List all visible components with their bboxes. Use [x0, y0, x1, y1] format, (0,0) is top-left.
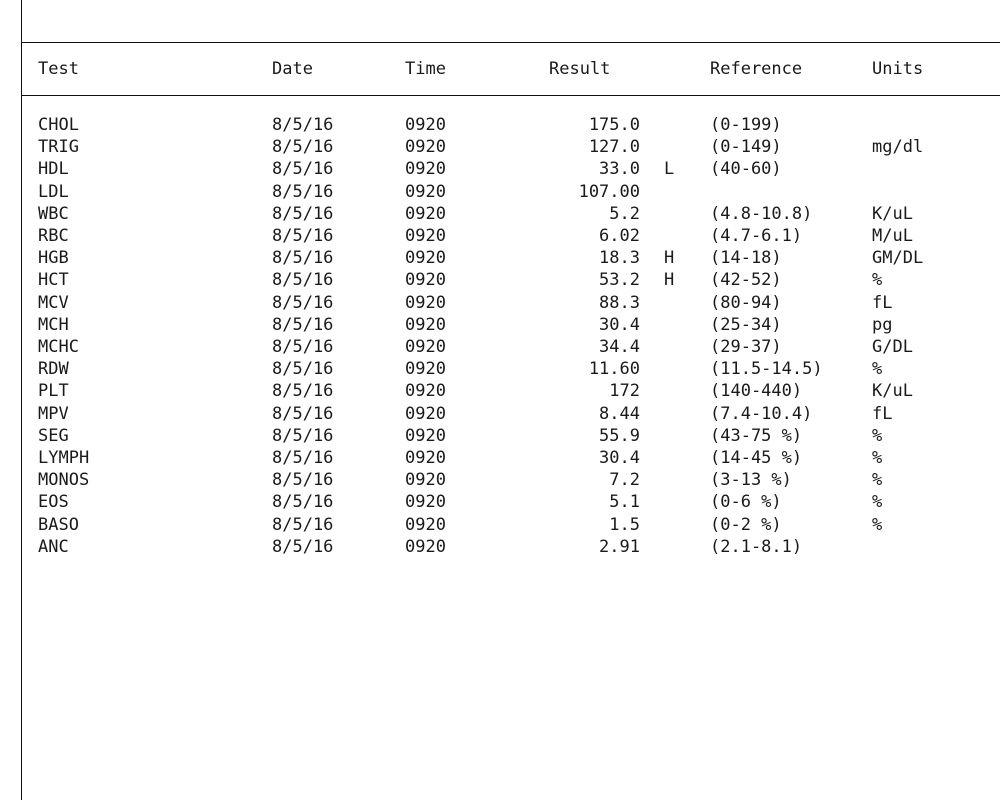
cell-reference: (42-52)	[710, 270, 782, 291]
cell-time: 0920	[405, 226, 446, 246]
cell-date: 8/5/16	[272, 381, 334, 402]
cell-reference: (14-18)	[710, 248, 782, 269]
cell-units: %	[872, 492, 883, 513]
cell-date: 8/5/16	[272, 514, 334, 535]
cell-time: 0920	[405, 492, 446, 513]
cell-units: G/DL	[872, 337, 913, 357]
cell-reference: (0-199)	[710, 115, 782, 135]
left-border-line	[21, 0, 22, 800]
cell-time: 0920	[405, 337, 446, 357]
cell-date: 8/5/16	[272, 314, 334, 335]
cell-test: TRIG	[38, 137, 79, 158]
cell-time: 0920	[405, 381, 446, 402]
cell-result: 175.0	[588, 115, 640, 135]
cell-result: 107.00	[578, 181, 640, 202]
cell-result: 11.60	[588, 359, 640, 380]
cell-reference: (4.8-10.8)	[710, 203, 813, 224]
cell-date: 8/5/16	[272, 337, 334, 357]
cell-reference: (40-60)	[710, 159, 782, 180]
cell-test: MPV	[38, 403, 69, 424]
cell-result: 18.3	[599, 248, 640, 269]
cell-date: 8/5/16	[272, 492, 334, 513]
cell-time: 0920	[405, 159, 446, 180]
top-border-line	[21, 42, 1000, 43]
cell-time: 0920	[405, 203, 446, 224]
cell-time: 0920	[405, 359, 446, 380]
cell-reference: (14-45 %)	[710, 448, 803, 468]
cell-time: 0920	[405, 181, 446, 202]
cell-reference: (29-37)	[710, 337, 782, 357]
cell-units: GM/DL	[872, 248, 924, 269]
cell-result: 5.2	[609, 203, 640, 224]
cell-date: 8/5/16	[272, 359, 334, 380]
cell-reference: (3-13 %)	[710, 470, 792, 491]
cell-reference: (140-440)	[710, 381, 803, 402]
cell-time: 0920	[405, 425, 446, 446]
cell-units: pg	[872, 314, 893, 335]
cell-test: MCV	[38, 292, 69, 313]
cell-test: MONOS	[38, 470, 90, 491]
cell-test: MCHC	[38, 337, 79, 357]
header-result: Result	[549, 59, 611, 79]
header-divider-line	[21, 95, 1000, 96]
cell-flag: H	[664, 248, 675, 269]
cell-result: 30.4	[599, 314, 640, 335]
cell-time: 0920	[405, 403, 446, 424]
cell-date: 8/5/16	[272, 181, 334, 202]
cell-time: 0920	[405, 270, 446, 291]
cell-date: 8/5/16	[272, 115, 334, 135]
cell-time: 0920	[405, 248, 446, 269]
cell-test: ANC	[38, 536, 69, 557]
cell-units: fL	[872, 403, 893, 424]
cell-units: %	[872, 448, 883, 468]
cell-flag: L	[664, 159, 675, 180]
cell-test: EOS	[38, 492, 69, 513]
cell-result: 33.0	[599, 159, 640, 180]
cell-units: K/uL	[872, 381, 913, 402]
cell-test: BASO	[38, 514, 79, 535]
cell-date: 8/5/16	[272, 137, 334, 158]
cell-date: 8/5/16	[272, 536, 334, 557]
cell-date: 8/5/16	[272, 448, 334, 468]
cell-test: LYMPH	[38, 448, 90, 468]
cell-result: 5.1	[609, 492, 640, 513]
cell-time: 0920	[405, 536, 446, 557]
cell-reference: (2.1-8.1)	[710, 536, 803, 557]
cell-units: M/uL	[872, 226, 913, 246]
cell-result: 88.3	[599, 292, 640, 313]
cell-test: SEG	[38, 425, 69, 446]
cell-test: HCT	[38, 270, 69, 291]
cell-result: 172	[609, 381, 640, 402]
cell-test: RDW	[38, 359, 69, 380]
cell-time: 0920	[405, 448, 446, 468]
cell-result: 34.4	[599, 337, 640, 357]
cell-result: 1.5	[609, 514, 640, 535]
cell-test: PLT	[38, 381, 69, 402]
cell-test: RBC	[38, 226, 69, 246]
cell-reference: (11.5-14.5)	[710, 359, 823, 380]
cell-result: 127.0	[588, 137, 640, 158]
cell-units: mg/dl	[872, 137, 924, 158]
cell-reference: (25-34)	[710, 314, 782, 335]
cell-time: 0920	[405, 137, 446, 158]
header-reference: Reference	[710, 59, 803, 79]
cell-flag: H	[664, 270, 675, 291]
cell-date: 8/5/16	[272, 159, 334, 180]
cell-units: %	[872, 425, 883, 446]
cell-date: 8/5/16	[272, 270, 334, 291]
cell-time: 0920	[405, 115, 446, 135]
cell-test: WBC	[38, 203, 69, 224]
cell-reference: (7.4-10.4)	[710, 403, 813, 424]
cell-reference: (4.7-6.1)	[710, 226, 803, 246]
cell-date: 8/5/16	[272, 470, 334, 491]
cell-time: 0920	[405, 292, 446, 313]
cell-test: LDL	[38, 181, 69, 202]
cell-result: 6.02	[599, 226, 640, 246]
cell-date: 8/5/16	[272, 248, 334, 269]
cell-test: HGB	[38, 248, 69, 269]
cell-result: 55.9	[599, 425, 640, 446]
cell-date: 8/5/16	[272, 203, 334, 224]
cell-reference: (80-94)	[710, 292, 782, 313]
cell-units: %	[872, 359, 883, 380]
header-test: Test	[38, 59, 79, 79]
cell-result: 53.2	[599, 270, 640, 291]
cell-result: 8.44	[599, 403, 640, 424]
cell-units: fL	[872, 292, 893, 313]
cell-date: 8/5/16	[272, 292, 334, 313]
cell-test: HDL	[38, 159, 69, 180]
cell-time: 0920	[405, 314, 446, 335]
cell-date: 8/5/16	[272, 425, 334, 446]
cell-test: CHOL	[38, 115, 79, 135]
cell-units: %	[872, 470, 883, 491]
cell-reference: (0-149)	[710, 137, 782, 158]
cell-reference: (0-6 %)	[710, 492, 782, 513]
cell-reference: (0-2 %)	[710, 514, 782, 535]
header-time: Time	[405, 59, 446, 79]
cell-units: K/uL	[872, 203, 913, 224]
cell-reference: (43-75 %)	[710, 425, 803, 446]
cell-units: %	[872, 514, 883, 535]
header-date: Date	[272, 59, 313, 79]
cell-units: %	[872, 270, 883, 291]
cell-date: 8/5/16	[272, 226, 334, 246]
cell-time: 0920	[405, 514, 446, 535]
cell-test: MCH	[38, 314, 69, 335]
cell-date: 8/5/16	[272, 403, 334, 424]
cell-result: 7.2	[609, 470, 640, 491]
header-units: Units	[872, 59, 924, 79]
cell-time: 0920	[405, 470, 446, 491]
cell-result: 30.4	[599, 448, 640, 468]
cell-result: 2.91	[599, 536, 640, 557]
